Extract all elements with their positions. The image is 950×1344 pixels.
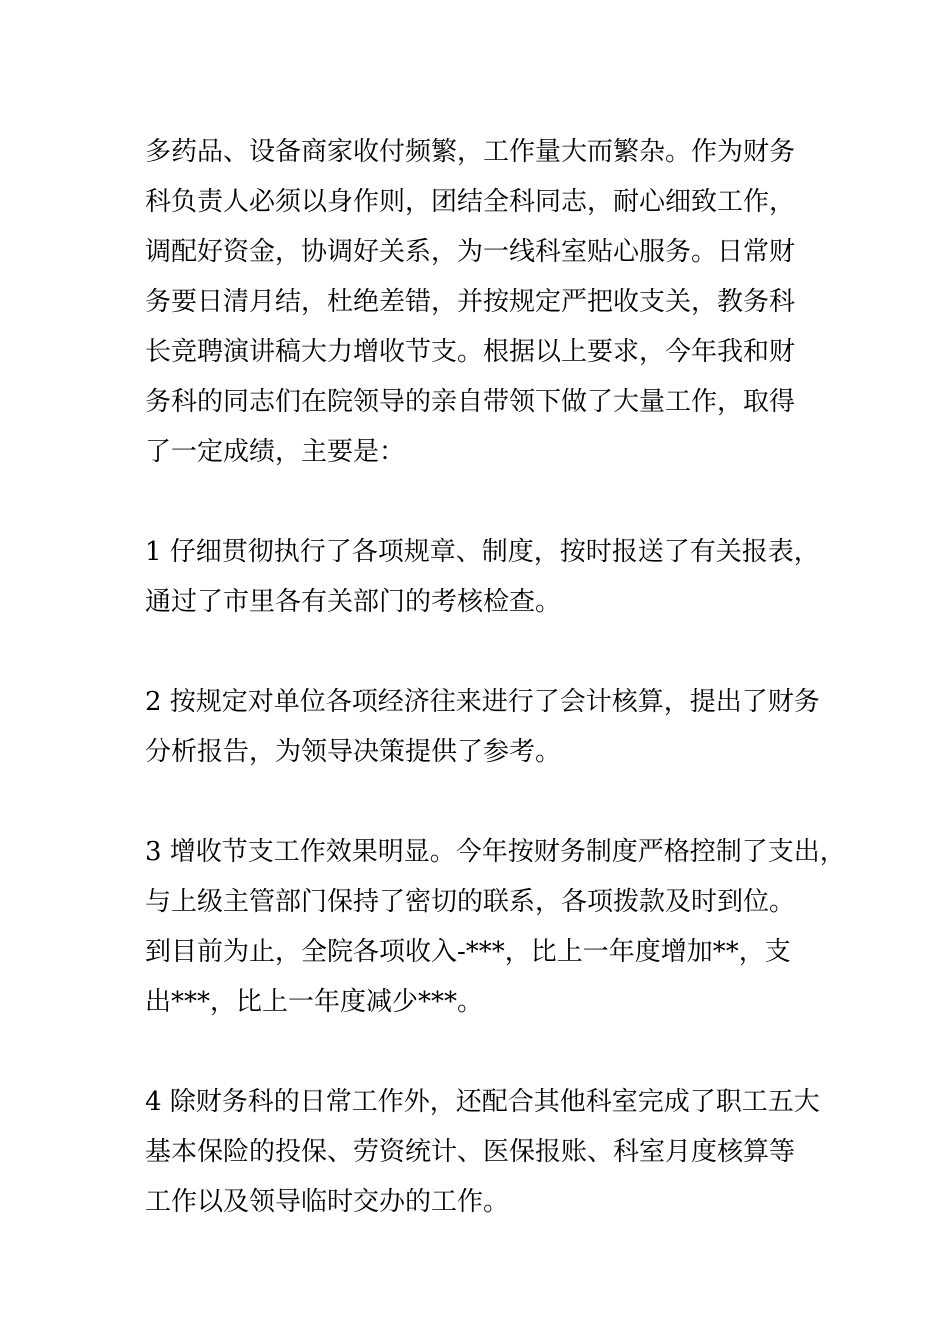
text-line: 工作以及领导临时交办的工作。 [145,1187,510,1217]
text-line: 2 按规定对单位各项经济往来进行了会计核算，提出了财务 [145,687,820,717]
text-line: 到目前为止，全院各项收入-***，比上一年度增加**，支 [145,937,791,967]
text-line: 务要日清月结，杜绝差错，并按规定严把收支关，教务科 [145,287,796,317]
document-body [145,127,846,1277]
text-line: 基本保险的投保、劳资统计、医保报账、科室月度核算等 [145,1137,796,1167]
paragraph-item-3 [145,827,846,1027]
text-line: 出***，比上一年度减少***。 [145,987,484,1017]
paragraph-item-2 [145,677,820,777]
text-line: 科负责人必须以身作则，团结全科同志，耐心细致工作， [145,187,796,217]
text-line: 4 除财务科的日常工作外，还配合其他科室完成了职工五大 [145,1087,820,1117]
text-line: 3 增收节支工作效果明显。今年按财务制度严格控制了支出， [145,837,846,867]
text-line: 1 仔细贯彻执行了各项规章、制度，按时报送了有关报表， [145,537,820,567]
text-line: 与上级主管部门保持了密切的联系，各项拨款及时到位。 [145,887,796,917]
text-line: 务科的同志们在院领导的亲自带领下做了大量工作，取得 [145,387,796,417]
text-line: 分析报告，为领导决策提供了参考。 [145,737,562,767]
text-line: 通过了市里各有关部门的考核检查。 [145,587,562,617]
paragraph-item-1 [145,527,820,627]
text-line: 多药品、设备商家收付频繁，工作量大而繁杂。作为财务 [145,137,796,167]
paragraph-intro [145,127,815,477]
text-line: 长竞聘演讲稿大力增收节支。根据以上要求，今年我和财 [145,337,796,367]
text-line: 调配好资金，协调好关系，为一线科室贴心服务。日常财 [145,237,796,267]
text-line: 了一定成绩，主要是： [145,437,406,467]
paragraph-item-4 [145,1077,820,1227]
